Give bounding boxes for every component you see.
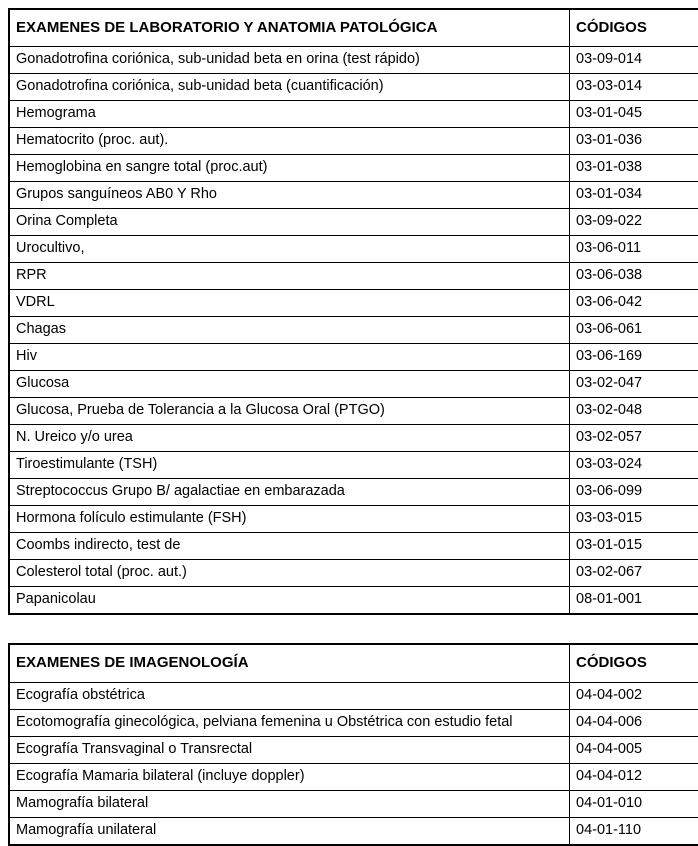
exam-name: Ecografía Transvaginal o Transrectal (9, 736, 570, 763)
header-exam-name: EXAMENES DE IMAGENOLOGÍA (9, 644, 570, 682)
exam-code: 03-01-038 (570, 155, 698, 182)
exam-name: N. Ureico y/o urea (9, 425, 570, 452)
table-row (9, 452, 698, 479)
exam-code: 03-01-036 (570, 128, 698, 155)
table-row (9, 479, 698, 506)
header-exam-code: CÓDIGOS (570, 9, 698, 47)
header-exam-code: CÓDIGOS (570, 644, 698, 682)
exam-code: 03-03-015 (570, 506, 698, 533)
table-row (9, 763, 698, 790)
exam-code: 03-06-011 (570, 236, 698, 263)
table-row (9, 155, 698, 182)
exam-name: VDRL (9, 290, 570, 317)
exam-name: Coombs indirecto, test de (9, 533, 570, 560)
exam-name: Mamografía bilateral (9, 790, 570, 817)
laboratory-table-header (9, 9, 698, 47)
table-row (9, 790, 698, 817)
imaging-table-body (9, 682, 698, 845)
exam-code: 03-06-042 (570, 290, 698, 317)
exam-name: Ecografía Mamaria bilateral (incluye doppler) (9, 763, 570, 790)
exam-code: 03-06-099 (570, 479, 698, 506)
exam-code: 03-09-022 (570, 209, 698, 236)
table-row (9, 682, 698, 709)
table-row (9, 587, 698, 615)
table-row (9, 47, 698, 74)
exam-name: Ecotomografía ginecológica, pelviana femenina u Obstétrica con estudio fetal (9, 709, 570, 736)
table-row (9, 817, 698, 845)
exam-name: Chagas (9, 317, 570, 344)
exam-code: 03-01-015 (570, 533, 698, 560)
exam-code: 03-01-034 (570, 182, 698, 209)
exam-name: Orina Completa (9, 209, 570, 236)
exam-name: Glucosa, Prueba de Tolerancia a la Glucosa Oral (PTGO) (9, 398, 570, 425)
exam-name: RPR (9, 263, 570, 290)
exam-code: 04-04-006 (570, 709, 698, 736)
exam-name: Gonadotrofina coriónica, sub-unidad beta (cuantificación) (9, 74, 570, 101)
table-row (9, 128, 698, 155)
exam-code: 03-02-057 (570, 425, 698, 452)
table-separator (8, 615, 690, 643)
table-row (9, 74, 698, 101)
exam-code: 03-02-047 (570, 371, 698, 398)
exam-name: Glucosa (9, 371, 570, 398)
exam-name: Hemograma (9, 101, 570, 128)
exam-name: Papanicolau (9, 587, 570, 615)
exam-name: Mamografía unilateral (9, 817, 570, 845)
laboratory-table-body (9, 47, 698, 615)
exam-code: 04-04-005 (570, 736, 698, 763)
table-row (9, 736, 698, 763)
table-row (9, 533, 698, 560)
exam-code: 03-03-014 (570, 74, 698, 101)
exam-name: Urocultivo, (9, 236, 570, 263)
exam-code: 04-04-002 (570, 682, 698, 709)
table-header-row (9, 644, 698, 682)
exam-code: 03-02-067 (570, 560, 698, 587)
table-row (9, 182, 698, 209)
table-row (9, 709, 698, 736)
exam-name: Ecografía obstétrica (9, 682, 570, 709)
exam-code: 03-06-038 (570, 263, 698, 290)
exam-code: 03-03-024 (570, 452, 698, 479)
table-row (9, 101, 698, 128)
table-row (9, 398, 698, 425)
table-row (9, 209, 698, 236)
exam-name: Tiroestimulante (TSH) (9, 452, 570, 479)
exam-code: 03-06-061 (570, 317, 698, 344)
table-row (9, 506, 698, 533)
exam-name: Hemoglobina en sangre total (proc.aut) (9, 155, 570, 182)
exam-code: 03-06-169 (570, 344, 698, 371)
table-row (9, 371, 698, 398)
exam-name: Grupos sanguíneos AB0 Y Rho (9, 182, 570, 209)
exam-name: Hiv (9, 344, 570, 371)
exam-name: Hematocrito (proc. aut). (9, 128, 570, 155)
imaging-exams-table (8, 643, 698, 845)
table-row (9, 290, 698, 317)
table-row (9, 263, 698, 290)
exam-name: Colesterol total (proc. aut.) (9, 560, 570, 587)
exam-name: Hormona folículo estimulante (FSH) (9, 506, 570, 533)
exam-code: 03-02-048 (570, 398, 698, 425)
table-row (9, 344, 698, 371)
exam-name: Streptococcus Grupo B/ agalactiae en embarazada (9, 479, 570, 506)
header-exam-name: EXAMENES DE LABORATORIO Y ANATOMIA PATOLÓGICA (9, 9, 570, 47)
table-header-row (9, 9, 698, 47)
exam-code: 04-04-012 (570, 763, 698, 790)
exam-name: Gonadotrofina coriónica, sub-unidad beta en orina (test rápido) (9, 47, 570, 74)
laboratory-exams-table (8, 8, 698, 615)
exam-code: 04-01-110 (570, 817, 698, 845)
table-row (9, 236, 698, 263)
table-row (9, 425, 698, 452)
table-row (9, 317, 698, 344)
imaging-table-header (9, 644, 698, 682)
exam-code: 03-09-014 (570, 47, 698, 74)
table-row (9, 560, 698, 587)
exam-code: 08-01-001 (570, 587, 698, 615)
exam-code: 03-01-045 (570, 101, 698, 128)
exam-code: 04-01-010 (570, 790, 698, 817)
